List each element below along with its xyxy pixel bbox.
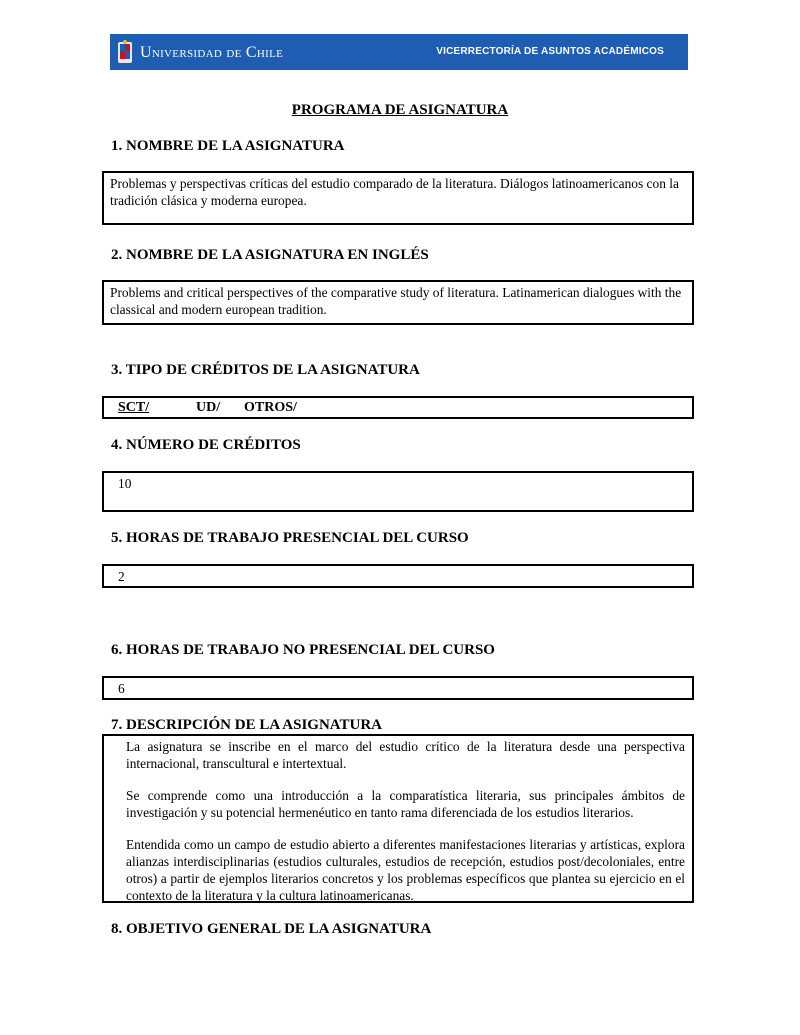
section-2-heading: 2. NOMBRE DE LA ASIGNATURA EN INGLÉS <box>111 247 429 263</box>
section-3-heading: 3. TIPO DE CRÉDITOS DE LA ASIGNATURA <box>111 362 420 378</box>
description-paragraph: La asignatura se inscribe en el marco del estudio crítico de la literatura desde una perspectiva internacional, transcultural e intertextual. <box>126 739 685 771</box>
section-5-content: 2 <box>118 569 125 584</box>
section-5-box <box>102 564 694 588</box>
credit-type-sct: SCT/ <box>118 400 150 415</box>
credit-type-ud: UD/ <box>196 400 221 415</box>
section-4-box <box>102 471 694 512</box>
credit-type-options <box>104 398 692 417</box>
section-4-content: 10 <box>118 476 132 491</box>
header-banner <box>110 34 688 70</box>
section-7-box <box>102 734 694 903</box>
section-5-heading: 5. HORAS DE TRABAJO PRESENCIAL DEL CURSO <box>111 530 469 546</box>
section-6-content: 6 <box>118 681 125 696</box>
section-4-heading: 4. NÚMERO DE CRÉDITOS <box>111 437 301 453</box>
section-8-heading: 8. OBJETIVO GENERAL DE LA ASIGNATURA <box>111 921 432 937</box>
section-1-content: Problemas y perspectivas críticas del estudio comparado de la literatura. Diálogos latinoamericanos con la tradición clásica y moderna europea. <box>110 176 679 208</box>
description-paragraph: Se comprende como una introducción a la comparatística literaria, sus principales ámbitos de investigación y su potencial hermenéutico en tanto rama diferenciada de los estudios literarios. <box>126 788 685 820</box>
section-1-heading: 1. NOMBRE DE LA ASIGNATURA <box>111 138 345 154</box>
section-7-heading: 7. DESCRIPCIÓN DE LA ASIGNATURA <box>111 717 383 733</box>
section-2-box <box>102 280 694 325</box>
section-6-heading: 6. HORAS DE TRABAJO NO PRESENCIAL DEL CURSO <box>111 642 495 658</box>
section-6-box <box>102 676 694 700</box>
section-1-box <box>102 171 694 225</box>
section-3-box <box>102 396 694 419</box>
office-name: VICERRECTORÍA DE ASUNTOS ACADÉMICOS <box>436 46 664 57</box>
description-paragraph: Entendida como un campo de estudio abierto a diferentes manifestaciones literarias y artísticas, explora alianzas interdisciplinarias (estudios culturales, estudios de recepción, estudios post/decoloniales, entre otros) a partir de ejemplos literarios concretos y los problemas específicos que plantea su ejercicio en el contexto de la literatura y la cultura latinoamericanas. <box>126 837 685 903</box>
university-name: Universidad de Chile <box>140 44 284 61</box>
credit-type-otros: OTROS/ <box>244 400 297 415</box>
university-crest-icon <box>116 39 134 66</box>
section-2-content: Problems and critical perspectives of the comparative study of literatura. Latinamerican dialogues with the classical and modern european tradition. <box>110 285 682 317</box>
document-title: PROGRAMA DE ASIGNATURA <box>291 102 509 118</box>
